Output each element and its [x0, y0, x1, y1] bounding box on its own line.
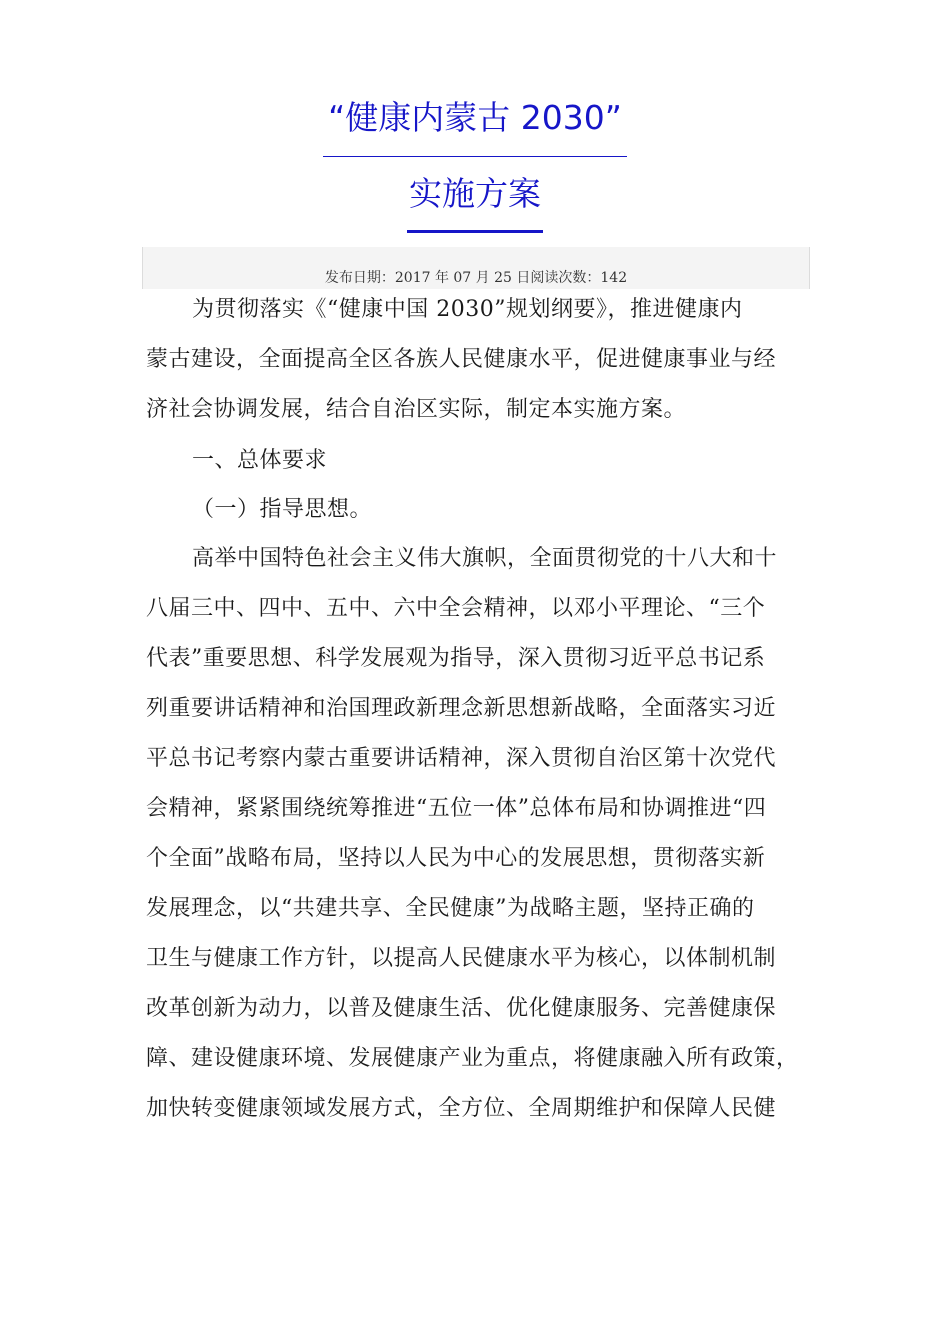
text-line: 会精神，紧紧围绕统筹推进“五位一体”总体布局和协调推进“四 — [146, 796, 767, 821]
title-underline-bar — [407, 230, 543, 233]
subsection-heading — [146, 485, 816, 535]
text-line: 为贯彻落实《“健康中国 2030”规划纲要》，推进健康内 — [192, 297, 743, 322]
text-line: 高举中国特色社会主义伟大旗帜，全面贯彻党的十八大和十 — [192, 546, 778, 571]
text-line: 发展理念，以“共建共享、全民健康”为战略主题，坚持正确的 — [146, 896, 755, 921]
title-underline-divider — [323, 156, 627, 157]
text-line: 济社会协调发展，结合自治区实际，制定本实施方案。 — [146, 397, 687, 422]
publish-info-text: 发布日期：2017 年 07 月 25 日阅读次数：142 — [324, 270, 628, 286]
text-line: 平总书记考察内蒙古重要讲话精神，深入贯彻自治区第十次党代 — [146, 746, 777, 771]
publish-info-box — [142, 247, 810, 289]
text-line: 个全面”战略布局，坚持以人民为中心的发展思想，贯彻落实新 — [146, 846, 766, 871]
text-line: 卫生与健康工作方针，以提高人民健康水平为核心，以体制机制 — [146, 946, 777, 971]
subsection-heading-text: （一）指导思想。 — [192, 497, 373, 522]
text-line: 蒙古建设，全面提高全区各族人民健康水平，促进健康事业与经 — [146, 347, 777, 372]
intro-paragraph — [146, 285, 816, 435]
text-line: 障、建设健康环境、发展健康产业为重点，将健康融入所有政策， — [146, 1046, 799, 1071]
text-line: 加快转变健康领域发展方式，全方位、全周期维护和保障人民健 — [146, 1096, 777, 1121]
text-line: 改革创新为动力，以普及健康生活、优化健康服务、完善健康保 — [146, 996, 777, 1021]
guiding-ideology-paragraph — [146, 534, 816, 1134]
document-title-line2: 实施方案 — [409, 174, 541, 213]
section-heading-text: 一、总体要求 — [192, 448, 328, 473]
text-line: 列重要讲话精神和治国理政新理念新思想新战略，全面落实习近 — [146, 696, 777, 721]
section-heading — [146, 436, 816, 486]
text-line: 代表”重要思想、科学发展观为指导，深入贯彻习近平总书记系 — [146, 646, 766, 671]
text-line: 八届三中、四中、五中、六中全会精神，以邓小平理论、“三个 — [146, 596, 766, 621]
document-title-line1: “健康内蒙古 2030” — [328, 98, 622, 137]
